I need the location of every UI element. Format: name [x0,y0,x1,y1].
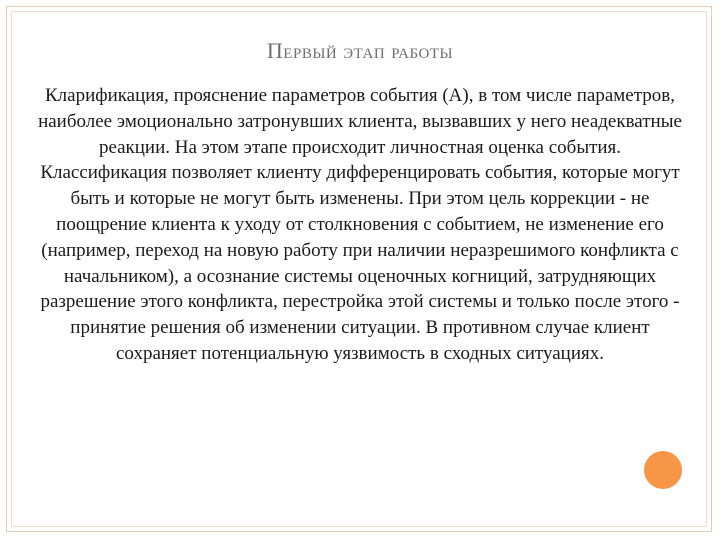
slide-body-text: Кларификация, прояснение параметров события (А), в том числе параметров, наиболее эмоционально затронувших клиента, вызвавших у него неадекватные реакции. На этом этапе происходит личностная оценка события. Классификация позволяет клиенту дифференцировать события, которые могут быть и которые не могут быть изменены. При этом цель коррекции - не поощрение клиента к уходу от столкновения с событием, не изменение его (например, переход на новую работу при наличии неразрешимого конфликта с начальником), а осознание системы оценочных когниций, затрудняющих разрешение этого конфликта, перестройка этой системы и только после этого - принятие решения об изменении ситуации. В противном случае клиент сохраняет потенциальную уязвимость в сходных ситуациях. [38,85,682,364]
accent-circle [641,448,685,492]
slide-title: Первый этап работы [266,38,454,63]
